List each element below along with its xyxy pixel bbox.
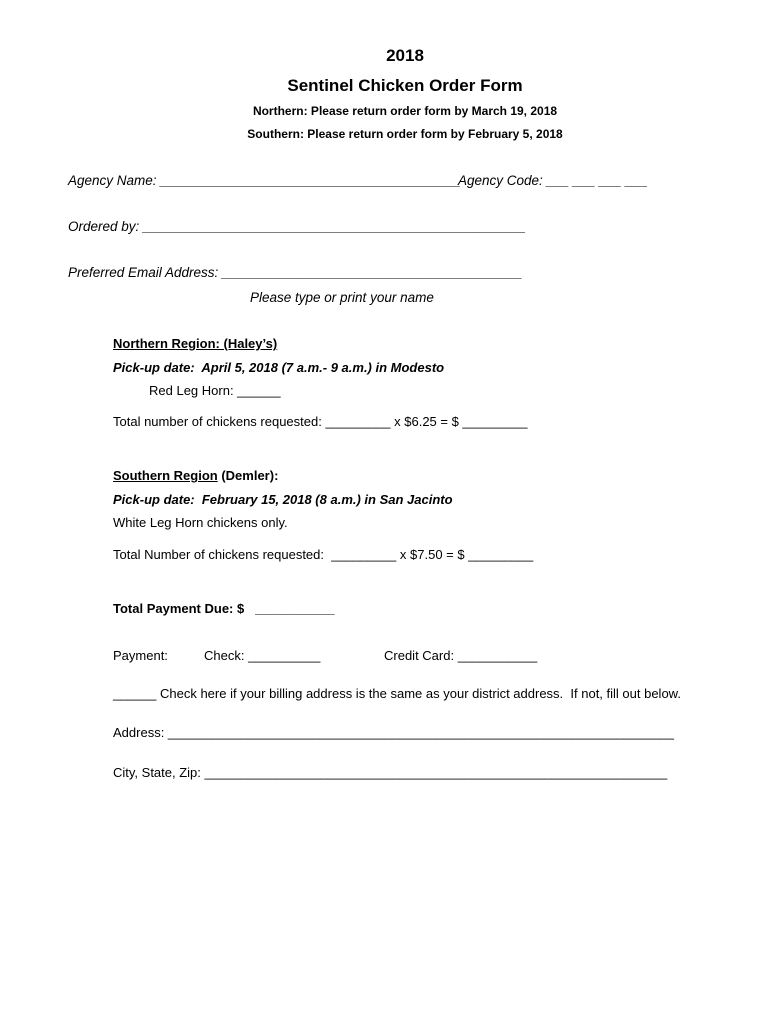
billing-same-checkbox[interactable]: ______ Check here if your billing address is the same as your district address. If not, fill out below. <box>113 686 681 701</box>
northern-region-heading: Northern Region: (Haley’s) <box>113 336 278 351</box>
northern-total-field[interactable]: Total number of chickens requested: _________ x $6.25 = $ _________ <box>113 414 528 429</box>
southern-region-heading <box>113 468 278 483</box>
northern-deadline: Northern: Please return order form by March 19, 2018 <box>252 104 558 118</box>
name-hint: Please type or print your name <box>250 290 434 305</box>
northern-pickup-date: Pick-up date: April 5, 2018 (7 a.m.- 9 a.m.) in Modesto <box>113 360 445 375</box>
city-state-zip-field[interactable]: City, State, Zip: ________________________________________________________________ <box>113 765 668 780</box>
credit-card-field[interactable]: Credit Card: ___________ <box>384 648 538 663</box>
address-field[interactable]: Address: ______________________________________________________________________ <box>113 725 675 740</box>
southern-note: White Leg Horn chickens only. <box>113 515 288 530</box>
southern-region-vendor: (Demler): <box>217 468 279 483</box>
agency-name-field[interactable]: Agency Name: ________________________________________ <box>68 173 461 188</box>
southern-total-field[interactable]: Total Number of chickens requested: _________ x $7.50 = $ _________ <box>113 547 534 562</box>
check-field[interactable]: Check: __________ <box>204 648 321 663</box>
email-field[interactable]: Preferred Email Address: ________________________________________ <box>68 265 523 280</box>
southern-pickup-date: Pick-up date: February 15, 2018 (8 a.m.) in San Jacinto <box>113 492 453 507</box>
agency-code-field[interactable]: Agency Code: ___ ___ ___ ___ <box>458 173 648 188</box>
form-title: Sentinel Chicken Order Form <box>287 76 523 95</box>
southern-region-label: Southern Region <box>113 468 218 483</box>
total-payment-due-field[interactable]: Total Payment Due: $ ___________ <box>113 601 335 616</box>
red-leg-horn-field[interactable]: Red Leg Horn: ______ <box>149 383 281 398</box>
payment-label: Payment: <box>113 648 168 663</box>
southern-deadline: Southern: Please return order form by February 5, 2018 <box>247 127 563 141</box>
ordered-by-field[interactable]: Ordered by: ___________________________________________________ <box>68 219 526 234</box>
form-year: 2018 <box>386 46 424 65</box>
